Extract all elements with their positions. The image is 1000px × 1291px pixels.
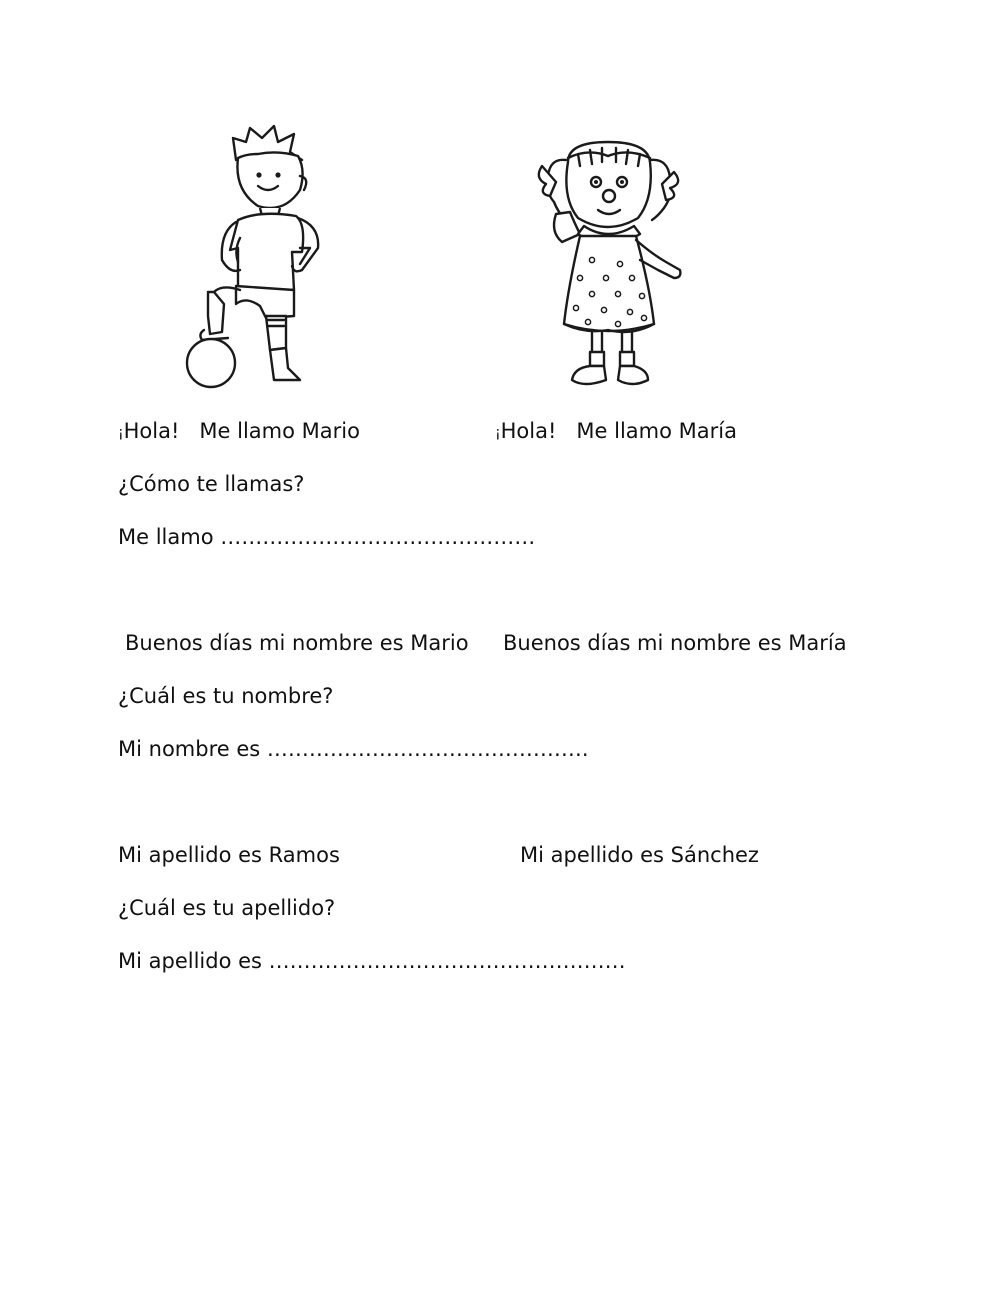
maria-greeting bbox=[495, 418, 737, 446]
question-cual-es-tu-apellido: ¿Cuál es tu apellido? bbox=[118, 896, 336, 920]
mario-greeting bbox=[118, 418, 360, 446]
answer-mi-nombre-es: Mi nombre es ………………………………………. bbox=[118, 737, 589, 761]
answer-mi-apellido-es: Mi apellido es …………………………………………… bbox=[118, 949, 626, 973]
mario-surname-statement: Mi apellido es Ramos bbox=[118, 843, 340, 867]
greeting-mark: ¡ bbox=[118, 425, 124, 441]
greeting-mark: ¡ bbox=[495, 425, 501, 441]
question-cual-es-tu-nombre: ¿Cuál es tu nombre? bbox=[118, 684, 334, 708]
question-como-te-llamas: ¿Cómo te llamas? bbox=[118, 472, 305, 496]
maria-greeting-text: Hola! Me llamo María bbox=[500, 419, 737, 443]
girl-illustration bbox=[528, 138, 688, 400]
maria-name-statement: Buenos días mi nombre es María bbox=[503, 631, 847, 655]
boy-illustration bbox=[178, 120, 338, 400]
mario-greeting-text: Hola! Me llamo Mario bbox=[123, 419, 360, 443]
mario-name-statement: Buenos días mi nombre es Mario bbox=[125, 631, 469, 655]
maria-surname-statement: Mi apellido es Sánchez bbox=[520, 843, 759, 867]
answer-me-llamo: Me llamo ……………………………………… bbox=[118, 525, 536, 549]
